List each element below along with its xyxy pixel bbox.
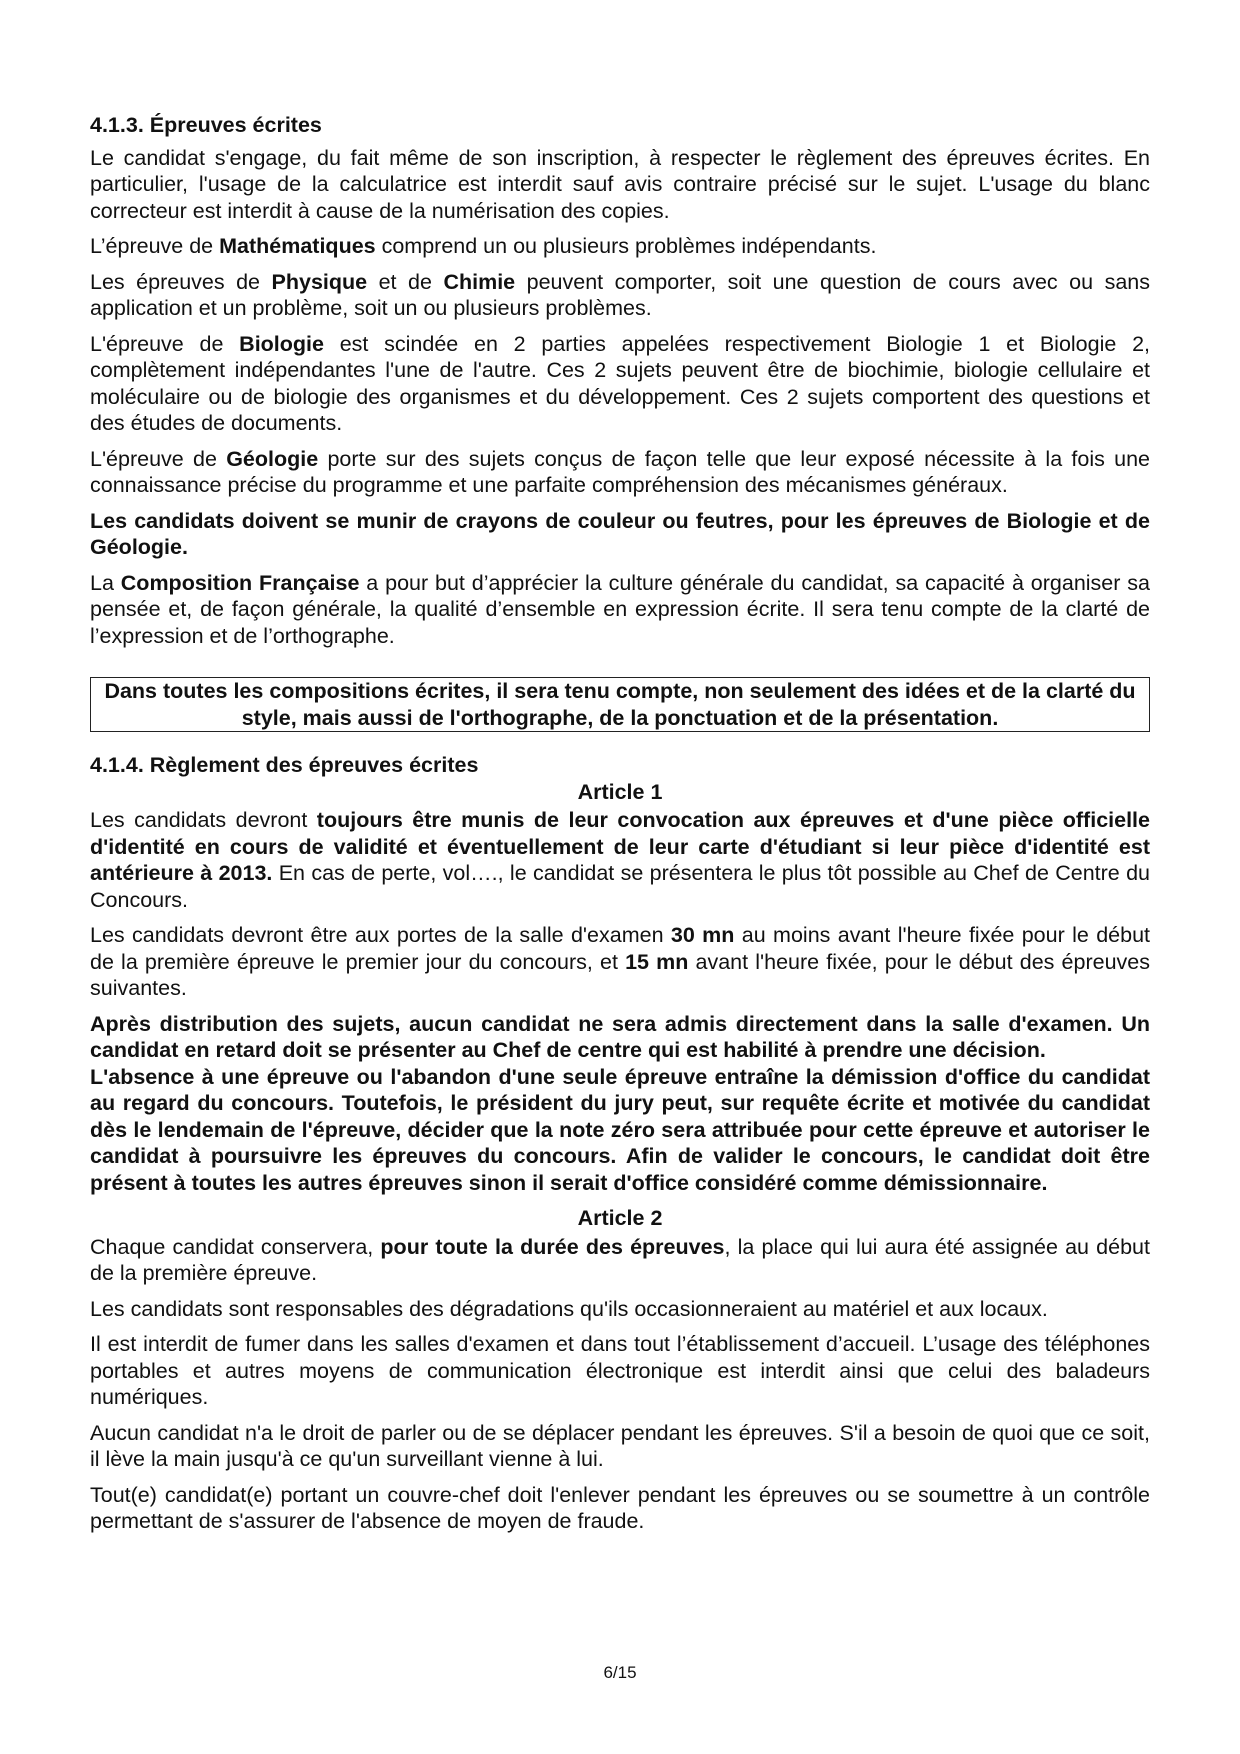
document-page	[90, 112, 1150, 1544]
bold-term: Physique	[271, 269, 368, 294]
text: et de	[367, 269, 444, 294]
paragraph-article2-talking: Aucun candidat n'a le droit de parler ou de se déplacer pendant les épreuves. S'il a besoin de quoi que ce soit, il lève la main jusqu'à ce qu'un surveillant vienne à lui.	[90, 1420, 1150, 1471]
bold-notice: Les candidats doivent se munir de crayons de couleur ou feutres, pour les épreuves de Biologie et de Géologie.	[90, 508, 1150, 559]
text: Les candidats devront être aux portes de la salle d'examen	[90, 923, 671, 947]
text: Les épreuves de	[90, 269, 272, 294]
text: avant l'heure fixée, pour le début des épreuves suivantes.	[90, 949, 1150, 1000]
paragraph-article2-seat	[90, 1234, 1150, 1287]
bold-term: 15 mn	[625, 949, 689, 974]
article-1-title: Article 1	[577, 779, 663, 804]
text: porte sur des sujets conçus de façon telle que leur exposé nécessite à la fois une connaissance précise du programme et une parfaite compréhension des mécanismes généraux.	[90, 446, 1151, 497]
text: au moins avant l'heure fixée pour le début de la première épreuve le premier jour du concours, et	[90, 923, 1151, 974]
text: Chaque candidat conservera,	[90, 1234, 381, 1259]
article-2-title: Article 2	[577, 1206, 663, 1230]
paragraph-article2-headwear: Tout(e) candidat(e) portant un couvre-chef doit l'enlever pendant les épreuves ou se soumettre à un contrôle permettant de s'assurer de l'absence de moyen de fraude.	[90, 1482, 1150, 1533]
paragraph-physics-chemistry	[90, 269, 1150, 322]
bold-term: Composition Française	[120, 570, 360, 595]
paragraph-composition	[90, 570, 1150, 650]
bold-term: Géologie	[226, 446, 319, 471]
bold-term: Chimie	[443, 269, 516, 294]
text: L'épreuve de	[90, 446, 227, 471]
paragraph-geology	[90, 446, 1150, 499]
text: L’épreuve de	[90, 234, 220, 258]
paragraph-article2-damage: Les candidats sont responsables des dégradations qu'ils occasionneraient au matériel et aux locaux.	[90, 1296, 1048, 1321]
text: comprend un ou plusieurs problèmes indépendants.	[375, 234, 877, 258]
bold-term: Biologie	[239, 331, 324, 356]
text: Les candidats devront	[90, 808, 317, 832]
paragraph-biology	[90, 331, 1150, 437]
section-heading-414: 4.1.4. Règlement des épreuves écrites	[90, 753, 479, 777]
paragraph-article2-smoking: Il est interdit de fumer dans les salles d'examen et dans tout l’établissement d’accueil. L’usage des téléphones portables et autres moyens de communication électronique est interdit ainsi que celui des baladeurs numériques.	[90, 1332, 1150, 1409]
paragraph-article1-timing	[90, 922, 1150, 1002]
section-heading-413: 4.1.3. Épreuves écrites	[90, 113, 322, 137]
paragraph-article1-late	[90, 1011, 1150, 1064]
bold-term: pour toute la durée des épreuves	[380, 1234, 725, 1259]
bold-term: Mathématiques	[219, 234, 376, 258]
paragraph-article1-identity	[90, 807, 1150, 913]
paragraph-rules-intro: Le candidat s'engage, du fait même de son inscription, à respecter le règlement des épreuves écrites. En particulier, l'usage de la calculatrice est interdit sauf avis contraire précisé sur le sujet. L'usage du blanc correcteur est interdit à cause de la numérisation des copies.	[90, 145, 1150, 223]
paragraph-math	[90, 233, 1150, 260]
bold-notice: L'absence à une épreuve ou l'abandon d'une seule épreuve entraîne la démission d'office du candidat au regard du concours. Toutefois, le président du jury peut, sur requête écrite et motivée du candidat dès le lendemain de l'épreuve, décider que la note zéro sera attribuée pour cette épreuve et autoriser le candidat à poursuivre les épreuves du concours. Afin de valider le concours, le candidat doit être présent à toutes les autres épreuves sinon il serait d'office considéré comme démissionnaire.	[90, 1064, 1150, 1195]
page-number: 6/15	[603, 1663, 637, 1682]
bold-notice: Après distribution des sujets, aucun candidat ne sera admis directement dans la salle d'examen. Un candidat en retard doit se présenter au Chef de centre qui est habilité à prendre une décision.	[90, 1011, 1150, 1062]
paragraph-pencils-notice	[90, 508, 1150, 561]
boxed-notice: Dans toutes les compositions écrites, il sera tenu compte, non seulement des idées et de la clarté du style, mais aussi de l'orthographe, de la ponctuation et de la présentation.	[90, 677, 1150, 732]
text: est scindée en 2 parties appelées respectivement Biologie 1 et Biologie 2, complètement indépendantes l'une de l'autre. Ces 2 sujets peuvent être de biochimie, biologie cellulaire et moléculaire ou de biologie des organismes et du développement. Ces 2 sujets comportent des questions et des études de documents.	[90, 331, 1150, 435]
text: En cas de perte, vol…., le candidat se présentera le plus tôt possible au Chef de Centre du Concours.	[90, 861, 1150, 912]
text: La	[90, 570, 121, 595]
bold-term: toujours être munis de leur convocation aux épreuves et d'une pièce officielle d'identité en cours de validité et éventuellement de leur carte d'étudiant si leur pièce d'identité est antérieure à 2013.	[90, 808, 1150, 885]
text: L'épreuve de	[90, 331, 240, 356]
paragraph-article1-absence	[90, 1064, 1150, 1197]
bold-term: 30 mn	[670, 923, 735, 947]
text: peuvent comporter, soit une question de cours avec ou sans application et un problème, soit un ou plusieurs problèmes.	[90, 269, 1150, 320]
text: a pour but d’apprécier la culture générale du candidat, sa capacité à organiser sa pensée et, de façon générale, la qualité d’ensemble en expression écrite. Il sera tenu compte de la clarté de l’expression et de l’orthographe.	[90, 570, 1150, 648]
text: , la place qui lui aura été assignée au début de la première épreuve.	[90, 1234, 1150, 1285]
